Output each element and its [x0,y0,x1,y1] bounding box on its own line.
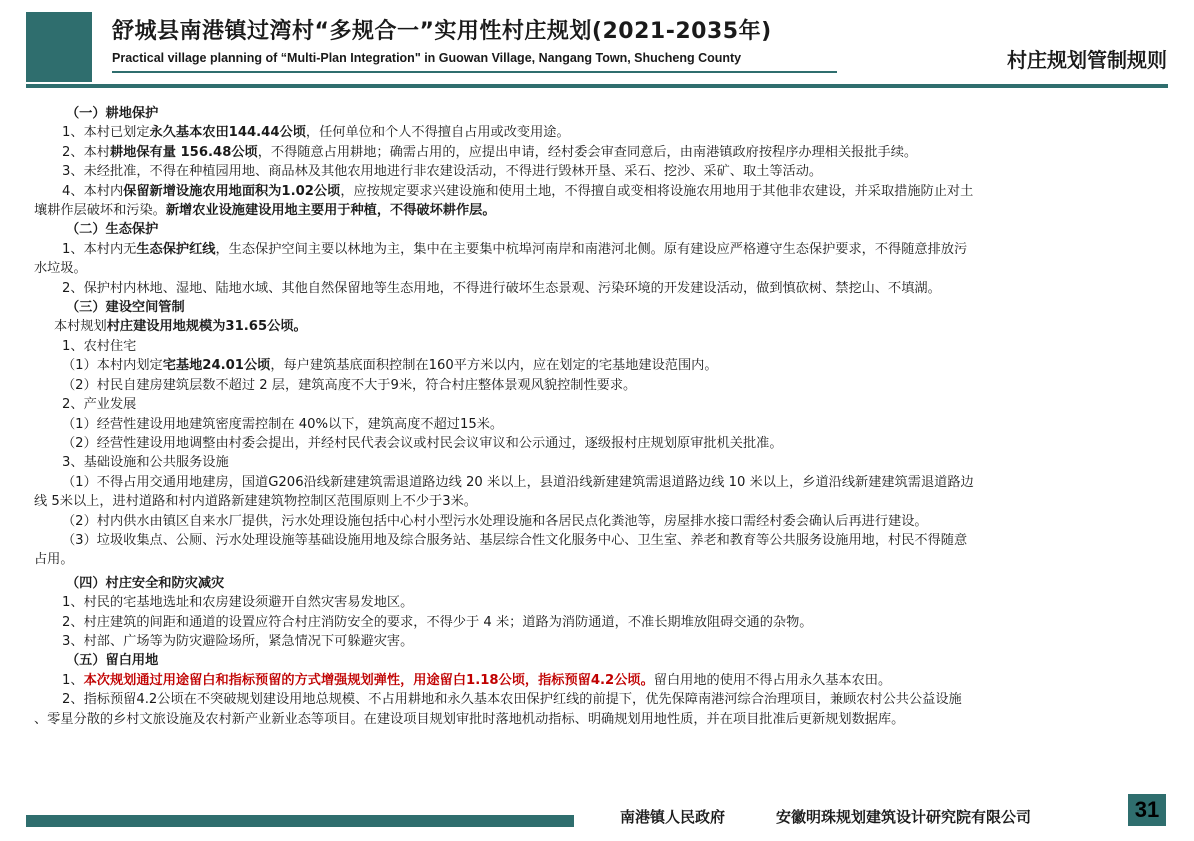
paragraph-continuation: 占用。 [34,552,74,568]
paragraph: 2、保护村内林地、湿地、陆地水域、其他自然保留地等生态用地，不得进行破坏生态景观、污染环境的开发建设活动，做到慎砍树、禁挖山、不填湖。 [62,280,941,296]
paragraph: 1、本村内无生态保护红线，生态保护空间主要以林地为主，集中在主要集中杭埠河南岸和南港河北侧。原有建设应严格遵守生态保护要求，不得随意排放污 [62,241,968,257]
heading-construction-space-control: （三）建设空间管制 [66,300,185,316]
document-body [34,104,1154,729]
paragraph: 本村规划村庄建设用地规模为31.65公顷。 [54,319,307,335]
paragraph: 1、本次规划通过用途留白和指标预留的方式增强规划弹性，用途留白1.18公顷，指标预留4.2公顷。留白用地的使用不得占用永久基本农田。 [62,672,892,688]
paragraph: 4、本村内保留新增设施农用地面积为1.02公顷，应按规定要求兴建设施和使用土地，不得擅自或变相将设施农用地用于其他非农建设，并采取措施防止对土 [62,183,974,199]
footer-org-government: 南港镇人民政府 [620,808,726,826]
page-title: 舒城县南港镇过湾村“多规合一”实用性村庄规划(2021-2035年) [112,19,772,44]
list-item: （3）垃圾收集点、公厕、污水处理设施等基础设施用地及综合服务站、基层综合性文化服务中心、卫生室、养老和教育等公共服务设施用地，村民不得随意 [62,532,968,548]
list-item: （1）不得占用交通用地建房，国道G206沿线新建建筑需退道路边线 20 米以上，县道沿线新建建筑需退道路边线 10 米以上，乡道沿线新建建筑需退道路边 [62,474,974,490]
list-item: （2）经营性建设用地调整由村委会提出，并经村民代表会议或村民会议审议和公示通过，逐级报村庄规划原审批机关批准。 [62,435,783,451]
paragraph: 1、村民的宅基地选址和农房建设须避开自然灾害易发地区。 [62,595,414,611]
list-item: （1）经营性建设用地建筑密度需控制在 40%以下，建筑高度不超过15米。 [62,416,504,432]
paragraph: 2、指标预留4.2公顷在不突破规划建设用地总规模、不占用耕地和永久基本农田保护红线的前提下，优先保障南港河综合治理项目，兼顾农村公共公益设施 [62,692,962,708]
footer-accent-bar [26,815,574,827]
heading-reserved-land: （五）留白用地 [66,653,159,669]
paragraph: 2、本村耕地保有量 156.48公顷，不得随意占用耕地；确需占用的，应提出申请，经村委会审查同意后，由南港镇政府按程序办理相关报批手续。 [62,144,918,160]
list-item: 3、基础设施和公共服务设施 [62,455,229,471]
paragraph-continuation: 水垃圾。 [34,261,87,277]
paragraph-continuation: 壤耕作层破坏和污染。新增农业设施建设用地主要用于种植，不得破坏耕作层。 [34,203,496,219]
paragraph-continuation: 、零星分散的乡村文旅设施及农村新产业新业态等项目。在建设项目规划审批时落地机动指标、明确规划用地性质，并在项目批准后更新规划数据库。 [34,711,905,727]
paragraph: 3、村部、广场等为防灾避险场所，紧急情况下可躲避灾害。 [62,633,414,649]
list-item: （2）村民自建房建筑层数不超过 2 层，建筑高度不大于9米，符合村庄整体景观风貌控制性要求。 [62,377,637,393]
header-accent-block [26,12,92,82]
paragraph: 3、未经批准，不得在种植园用地、商品林及其他农用地进行非农建设活动，不得进行毁林开垦、采石、挖沙、采矿、取土等活动。 [62,164,823,180]
paragraph: 1、本村已划定永久基本农田144.44公顷，任何单位和个人不得擅自占用或改变用途。 [62,125,570,141]
title-underline [112,71,837,73]
heading-farmland-protection: （一）耕地保护 [66,106,159,121]
page-number: 31 [1128,794,1166,826]
header-rule [26,84,1168,88]
section-title: 村庄规划管制规则 [1007,48,1167,72]
paragraph-continuation: 线 5米以上，进村道路和村内道路新建建筑物控制区范围原则上不少于3米。 [34,494,477,510]
list-item: 2、产业发展 [62,397,137,413]
page-subtitle-en: Practical village planning of “Multi-Plan Integration" in Guowan Village, Nangang Town, Shucheng County [112,51,742,65]
list-item: 1、农村住宅 [62,338,137,354]
paragraph: 2、村庄建筑的间距和通道的设置应符合村庄消防安全的要求，不得少于 4 米；道路为消防通道，不准长期堆放阻碍交通的杂物。 [62,614,813,630]
list-item: （1）本村内划定宅基地24.01公顷，每户建筑基底面积控制在160平方米以内，应在划定的宅基地建设范围内。 [62,358,718,374]
list-item: （2）村内供水由镇区自来水厂提供，污水处理设施包括中心村小型污水处理设施和各居民点化粪池等，房屋排水接口需经村委会确认后再进行建设。 [62,513,928,529]
heading-ecological-protection: （二）生态保护 [66,222,159,238]
footer-org-design-institute: 安徽明珠规划建筑设计研究院有限公司 [776,808,1032,826]
heading-safety-disaster-prevention: （四）村庄安全和防灾减灾 [66,575,225,591]
